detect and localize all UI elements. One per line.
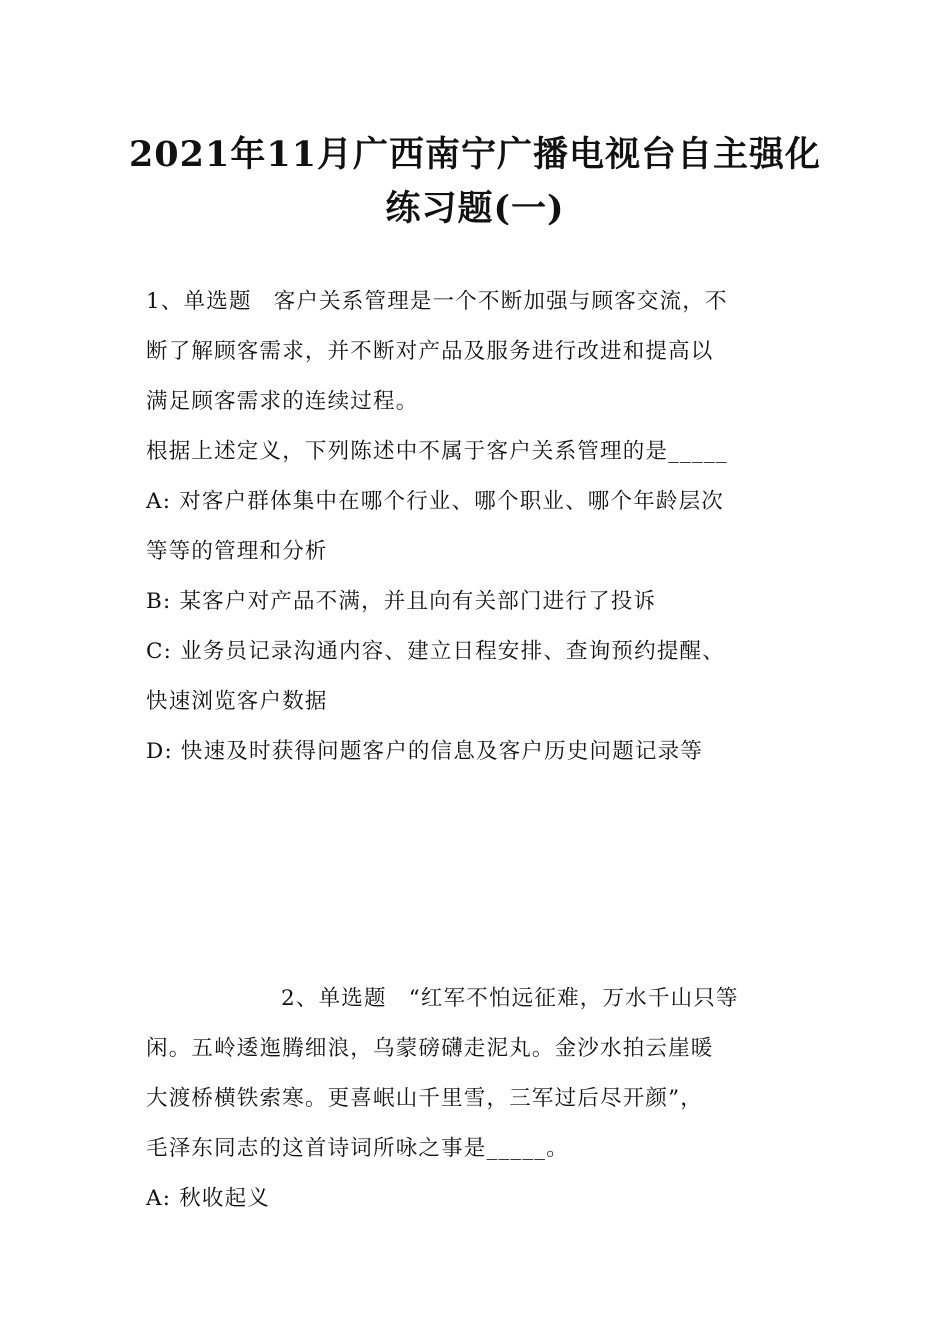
question-1-option-d: D: 快速及时获得问题客户的信息及客户历史问题记录等 bbox=[146, 739, 704, 764]
question-2 bbox=[146, 974, 806, 1224]
title-line-2: 练习题(一) bbox=[385, 188, 565, 229]
question-2-stem-line: 大渡桥横铁索寒。更喜岷山千里雪，三军过后尽开颜”， bbox=[146, 1086, 703, 1111]
question-2-first-line bbox=[146, 974, 806, 1024]
question-1-option-c: 快速浏览客户数据 bbox=[146, 689, 328, 714]
question-1-prompt: 根据上述定义，下列陈述中不属于客户关系管理的是_____ bbox=[146, 439, 728, 464]
document-title bbox=[0, 128, 950, 236]
question-1-option-a: A: 对客户群体集中在哪个行业、哪个职业、哪个年龄层次 bbox=[146, 489, 725, 514]
question-1-first-line bbox=[146, 277, 806, 327]
question-2-stem-line: “红军不怕远征难，万水千山只等 bbox=[408, 986, 739, 1011]
question-2-number: 2、单选题 bbox=[281, 986, 387, 1011]
question-1-option-b: B: 某客户对产品不满，并且向有关部门进行了投诉 bbox=[146, 589, 657, 614]
question-2-stem-line: 闲。五岭逶迤腾细浪，乌蒙磅礴走泥丸。金沙水拍云崖暖 bbox=[146, 1036, 714, 1061]
question-1-stem-line: 客户关系管理是一个不断加强与顾客交流，不 bbox=[273, 289, 728, 314]
question-1-option-a: 等等的管理和分析 bbox=[146, 539, 328, 564]
title-line-1: 2021年11月广西南宁广播电视台自主强化 bbox=[128, 134, 822, 175]
question-1 bbox=[146, 277, 806, 777]
question-2-stem-line: 毛泽东同志的这首诗词所咏之事是_____。 bbox=[146, 1136, 569, 1161]
question-1-option-c: C: 业务员记录沟通内容、建立日程安排、查询预约提醒、 bbox=[146, 639, 725, 664]
question-1-stem-line: 断了解顾客需求，并不断对产品及服务进行改进和提高以 bbox=[146, 339, 714, 364]
question-1-stem-line: 满足顾客需求的连续过程。 bbox=[146, 389, 419, 414]
question-2-option-a: A: 秋收起义 bbox=[146, 1186, 271, 1211]
question-1-number: 1、单选题 bbox=[146, 289, 252, 314]
